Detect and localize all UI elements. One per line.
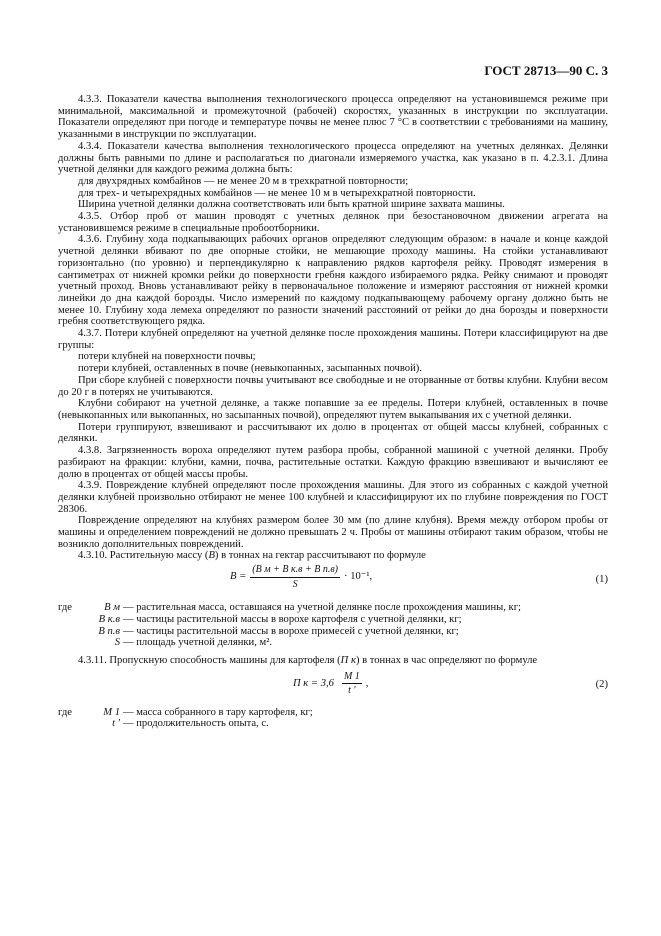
definition-row: [58, 637, 608, 649]
definition-lead: [58, 718, 78, 730]
definition-symbol: M 1: [103, 706, 120, 718]
paragraph: для двухрядных комбайнов — не менее 20 м в трехкратной повторности;: [78, 175, 409, 187]
formula-2-lhs: П к = 3,6: [293, 677, 334, 689]
definitions-formula-2: [58, 707, 608, 730]
definition-text: — площадь учетной делянки, м².: [123, 637, 273, 649]
definition-row: [58, 602, 608, 614]
definition-lead: [58, 637, 78, 649]
paragraph: Повреждение определяют на клубнях размером более 30 мм (по длине клубня). Время между отбором пробы от машины и определением повреждений не должно превышать 2 ч. Пробы от машины отбирают таким образом, чтобы не возникло дополнительных повреждений.: [58, 515, 608, 550]
paragraph: Клубни собирают на учетной делянке, а также попавшие за ее пределы. Потери клубней, оставленных в почве (невыкопанных или выкопанных, но засыпанных почвой), определяют путем выкапывания их с учетной делянки.: [58, 398, 608, 421]
definition-text: — продолжительность опыта, с.: [123, 718, 269, 730]
paragraph: При сборе клубней с поверхности почвы учитывают все свободные и не оторванные от ботвы клубни. Клубни весом до 20 г в потерях не учитываются.: [58, 374, 608, 398]
paragraph-4-3-11: 4.3.11. Пропускную способность машины для картофеля (П к) в тоннах в час определяют по формуле: [78, 654, 538, 666]
definition-lead: где: [58, 706, 72, 718]
formula-2-denominator: t ′: [348, 685, 356, 697]
formula-2-numerator: M 1: [342, 671, 362, 685]
definition-row: [58, 718, 608, 730]
definition-symbol: B к.в: [98, 613, 120, 625]
formula-1-lhs: B =: [230, 571, 247, 583]
paragraph: Потери группируют, взвешивают и рассчитывают их долю в процентах от общей массы клубней, собранных с делянки.: [58, 421, 608, 445]
definition-text: — частицы растительной массы в ворохе картофеля с учетной делянки, кг;: [123, 613, 462, 625]
formula-1: [58, 562, 608, 602]
paragraph: 4.3.4. Показатели качества выполнения технологического процесса определяют на учетных делянках. Делянки должны быть равными по длине и располагаться по диагонали измеряемого участка, как указано в п. 4.2.3.1. Длина учетной делянки для каждого режима должна быть:: [58, 140, 608, 176]
definitions-formula-1: [58, 602, 608, 649]
definition-text: — масса собранного в тару картофеля, кг;: [123, 706, 313, 718]
definition-row: [58, 626, 608, 638]
definition-lead: [58, 626, 78, 638]
definition-row: [58, 707, 608, 719]
formula-1-tail: · 10⁻¹,: [344, 571, 373, 583]
document-body: [58, 94, 608, 730]
formula-2-tail: ,: [365, 677, 369, 689]
definition-lead: [58, 614, 78, 626]
paragraph-list: [58, 94, 608, 550]
definition-lead: где: [58, 602, 72, 614]
paragraph: потери клубней, оставленных в почве (невыкопанных, засыпанных почвой).: [78, 363, 422, 375]
paragraph: для трех- и четырехрядных комбайнов — не менее 10 м в четырехкратной повторности.: [78, 187, 476, 199]
equation-number-1: (1): [595, 574, 608, 586]
definition-symbol: B п.в: [98, 625, 120, 637]
paragraph: 4.3.3. Показатели качества выполнения технологического процесса определяют на установившемся режиме при минимальной, максимальной и промежуточной (рабочей) скоростях, указанных в инструкции по эксплуатации. Показатели определяют при погоде и температуре почвы не менее плюс 7 °С в соответствии с требованиями на машину, указанными в инструкции по эксплуатации.: [58, 94, 608, 141]
equation-number-2: (2): [595, 678, 608, 690]
formula-1-numerator: (B м + B к.в + B п.в): [250, 564, 340, 578]
paragraph: 4.3.5. Отбор проб от машин проводят с учетных делянок при безостановочном движении агрегата на установившемся режиме в специальные пробоотборники.: [58, 211, 608, 234]
definition-symbol: B м: [104, 602, 120, 614]
paragraph-4-3-10: 4.3.10. Растительную массу (B) в тоннах на гектар рассчитывают по формуле: [78, 550, 426, 562]
definition-text: — растительная масса, оставшаяся на учетной делянке после прохождения машины, кг;: [123, 602, 521, 614]
paragraph: потери клубней на поверхности почвы;: [78, 351, 256, 363]
page-header: ГОСТ 28713—90 С. 3: [484, 63, 608, 78]
paragraph: 4.3.7. Потери клубней определяют на учетной делянке после прохождения машины. Потери классифицируют на две группы:: [58, 328, 608, 351]
paragraph: 4.3.8. Загрязненность вороха определяют путем разбора пробы, собранной машиной с учетной делянки. Пробу разбирают на фракции: клубни, камни, почва, растительные остатки. Каждую фракцию взвешивают и вычисляют ее долю в процентах от общей массы пробы.: [58, 445, 608, 480]
definition-symbol: S: [114, 637, 120, 649]
paragraph: Ширина учетной делянки должна соответствовать или быть кратной ширине захвата машины.: [78, 199, 505, 211]
formula-2: [58, 667, 608, 707]
paragraph: 4.3.6. Глубину хода подкапывающих рабочих органов определяют следующим образом: в начале и конце каждой учетной делянки вбивают по две опорные стойки, не мешающие проходу машины. На стойки устанавливают горизонтально (по уровню) и перпендикулярно к направлению рядков картофеля рейку. Проводят измерения в сантиметрах от нижней кромки рейки до поверхности гребня каждого избираемого рядка. Рейку снимают и проводят учетный проход. Вновь устанавливают рейку в первоначальное положение и измеряют расстояния от нижней кромки линейки до дна каждой борозды. Число измерений по каждому подкапывающему рабочему органу должно быть не менее 10. Глубину хода лемеха определяют по разности значений расстояний от рейки до дна борозды и поверхности гребня соответствующего рядка.: [58, 234, 608, 328]
definition-text: — частицы растительной массы в ворохе примесей с учетной делянки, кг;: [123, 625, 459, 637]
definition-symbol: t ′: [112, 718, 120, 730]
paragraph: 4.3.9. Повреждение клубней определяют после прохождения машины. Для этого из собранных с каждой учетной делянки клубней произвольно отбирают не менее 100 клубней и классифицируют их по глубине повреждения по ГОСТ 28306.: [58, 480, 608, 515]
formula-1-denominator: S: [292, 578, 298, 590]
definition-row: [58, 614, 608, 626]
